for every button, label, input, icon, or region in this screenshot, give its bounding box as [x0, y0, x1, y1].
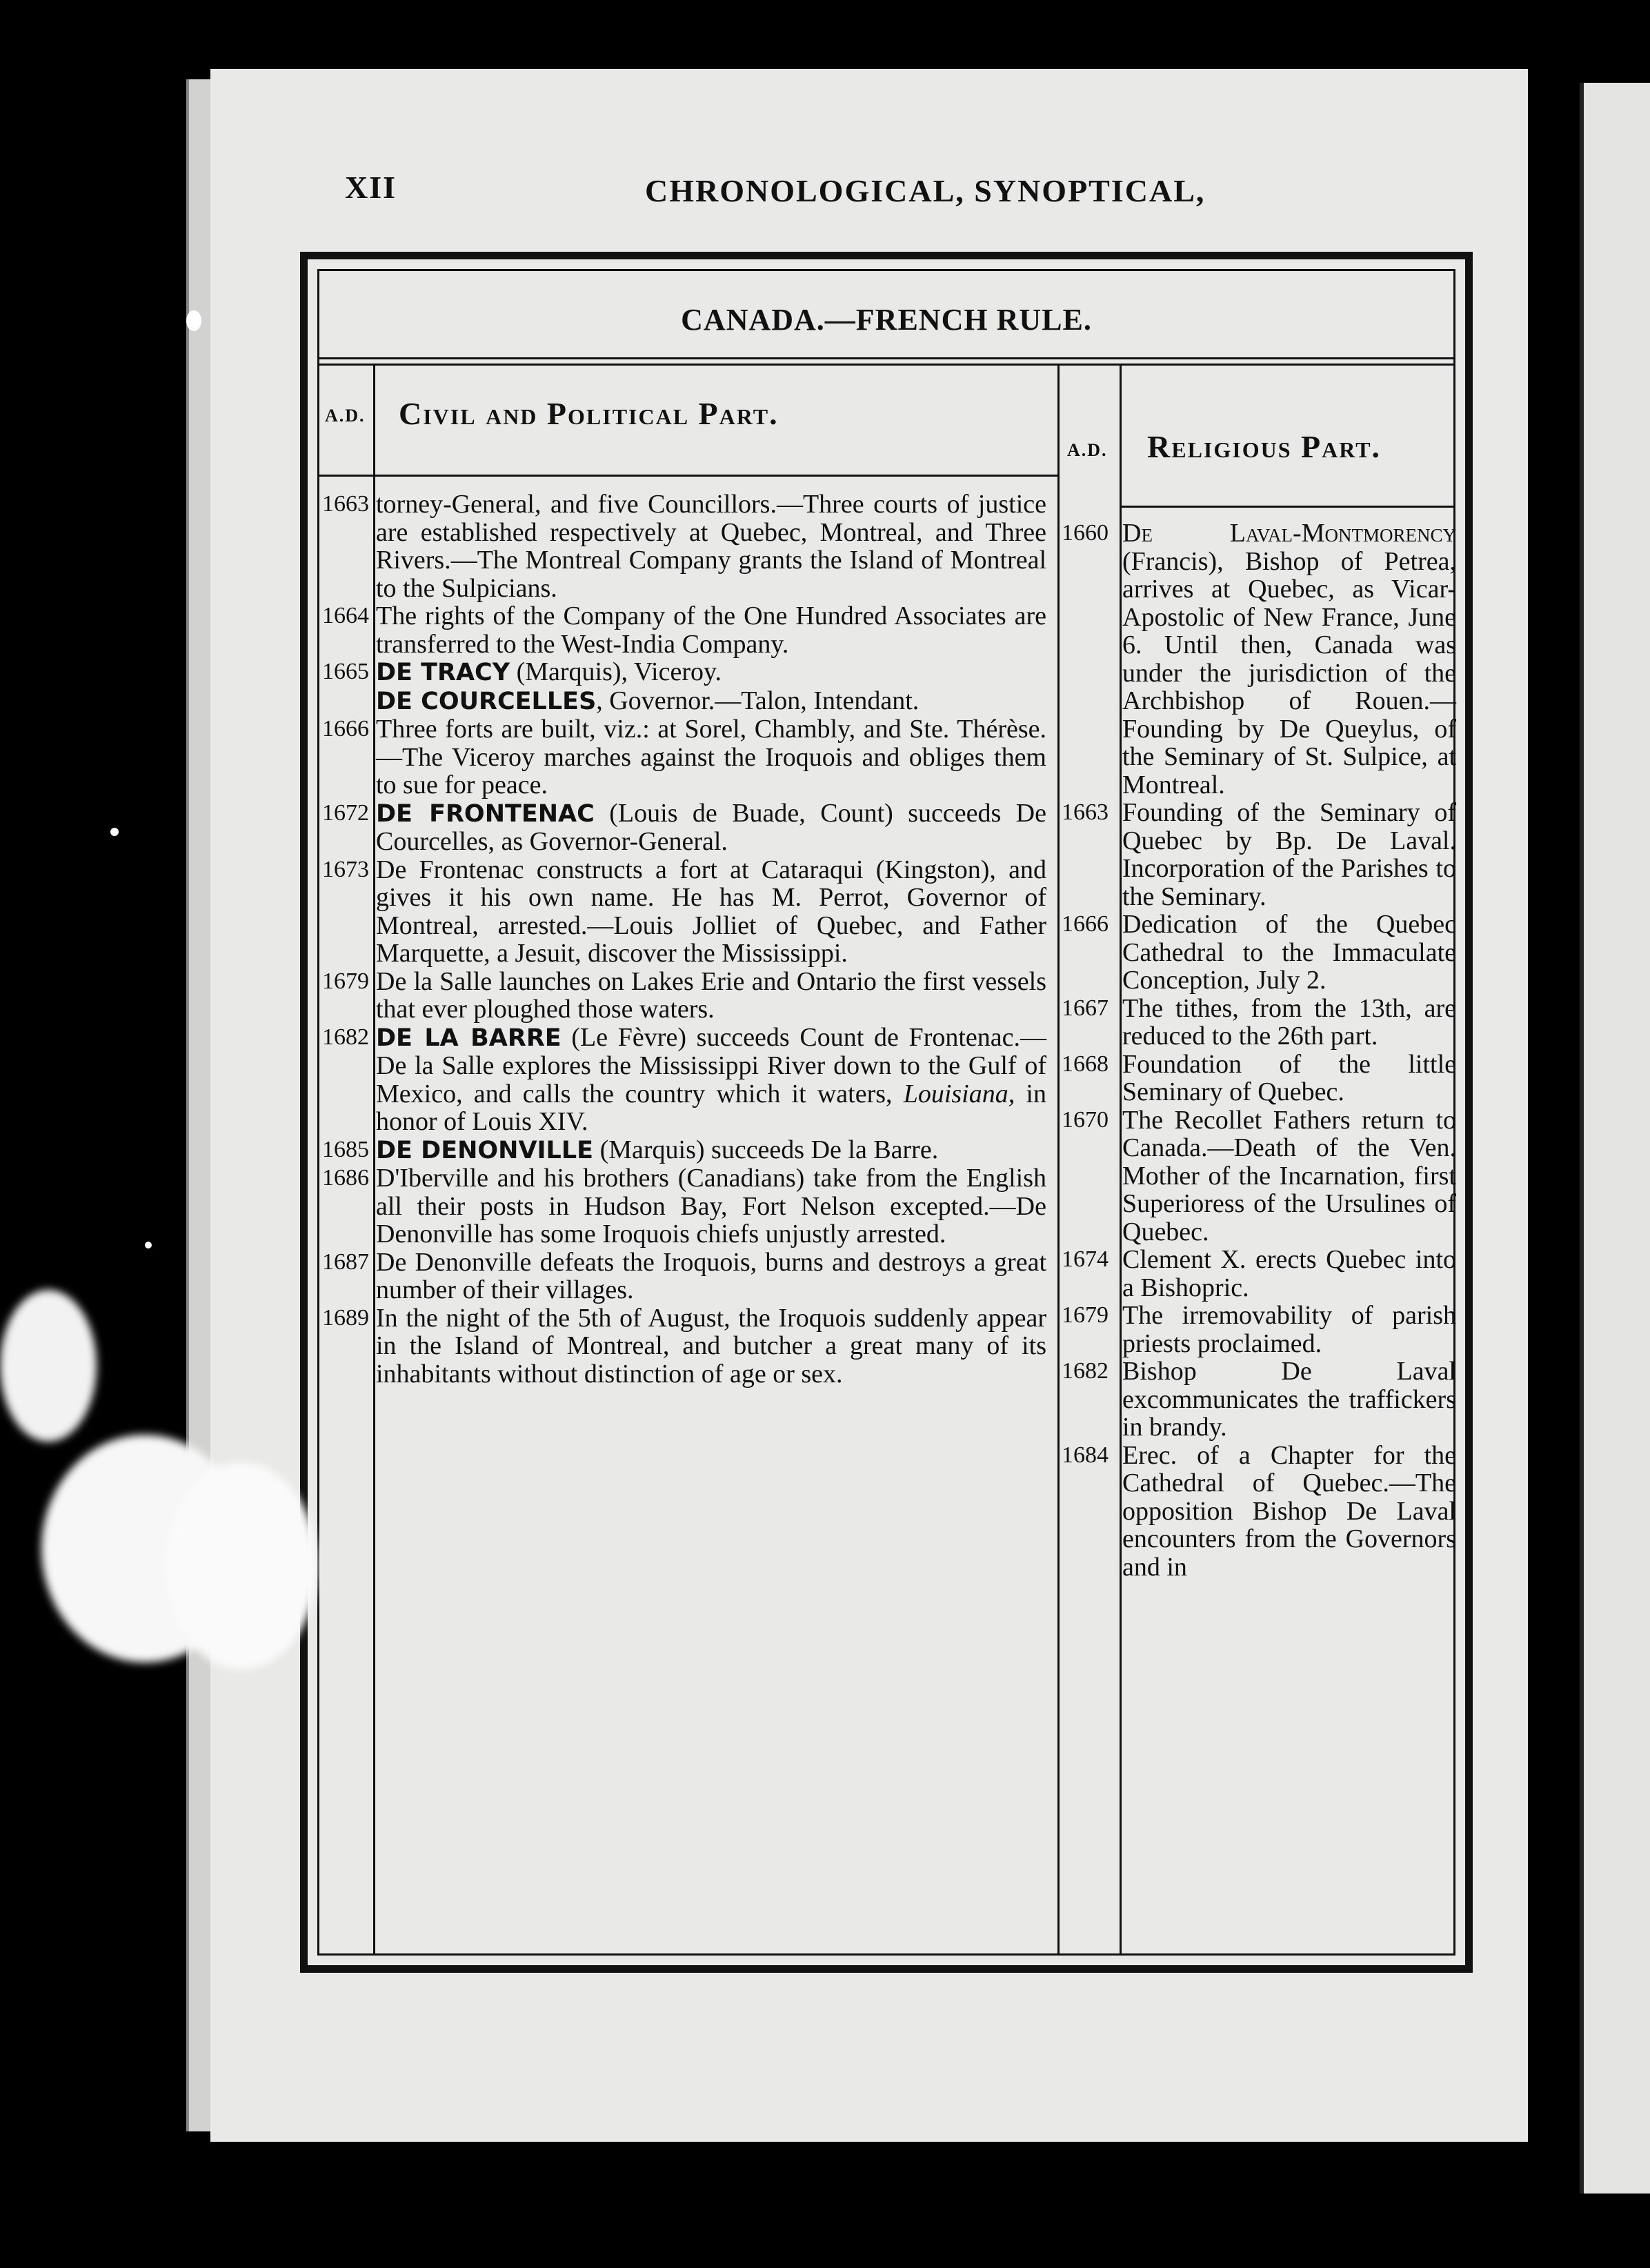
- entry-text-segment: Erec. of a Chapter for the Cathedral of Quebec.—The opposition Bishop De Laval encounters from the Governors and in: [1122, 1440, 1456, 1582]
- civil-entry-text: [376, 658, 1046, 687]
- civil-entry: [322, 602, 1046, 658]
- civil-entry-text: [376, 1164, 1046, 1249]
- entry-text-segment: Louisiana,: [903, 1079, 1015, 1108]
- civil-entry-text: [376, 715, 1046, 799]
- paper-speck: [145, 1242, 152, 1249]
- civil-entry-text: [376, 799, 1046, 856]
- entry-text-segment: torney-General, and five Councillors.—Three courts of justice are established respectively at Quebec, Montreal, and Three Rivers.—The Montreal Company grants the Island of Montreal to the Sulpicians.: [376, 490, 1046, 603]
- civil-ad-label: A.D.: [325, 406, 366, 426]
- religious-entry: [1062, 1106, 1456, 1246]
- civil-entry: [322, 1249, 1046, 1304]
- religious-entry-year: 1660: [1062, 520, 1109, 546]
- civil-entry-year: 1665: [322, 659, 369, 684]
- civil-entry-year: 1666: [322, 716, 369, 742]
- entry-text-segment: (Marquis), Viceroy.: [510, 657, 722, 686]
- entry-text-segment: D'Iberville and his brothers (Canadians) take from the English all their posts in Hudson Bay, Fort Nelson excepted.—De Denonville has some Iroquois chiefs unjustly arrested.: [376, 1164, 1046, 1249]
- religious-header-rule: [1120, 506, 1453, 508]
- religious-entry-year: 1684: [1062, 1442, 1109, 1468]
- civil-entry: [322, 658, 1046, 687]
- entry-text-segment: Foundation of the little Seminary of Quebec.: [1122, 1049, 1456, 1106]
- entry-text-segment: (Francis), Bishop of Petrea, arrives at Quebec, as Vicar-Apostolic of New France, June 6. Until then, Canada was under the jurisdiction of the Archbishop of Rouen.—Founding by De Queylus, of the Seminary of St. Sulpice, at Montreal.: [1122, 546, 1456, 799]
- religious-entry: [1062, 519, 1456, 799]
- religious-entry-year: 1670: [1062, 1106, 1109, 1133]
- religious-entry-year: 1668: [1062, 1051, 1109, 1077]
- banner-rule-double: [319, 364, 1453, 366]
- entry-text-segment: In the night of the 5th of August, the Iroquois suddenly appear in the Island of Montreal, and butcher a great many of its inhabitants without distinction of age or sex.: [376, 1303, 1046, 1389]
- governor-name: DE LA BARRE: [376, 1024, 561, 1052]
- civil-entry-year: 1682: [322, 1024, 369, 1050]
- table-inner-border: [317, 269, 1455, 1956]
- civil-entry-text: [376, 490, 1046, 602]
- civil-entry: [322, 1136, 1046, 1165]
- civil-entry: [322, 968, 1046, 1024]
- civil-entry-text: [376, 968, 1046, 1024]
- paper-speck: [186, 310, 201, 331]
- entry-text-segment: De Frontenac constructs a fort at Cataraqui (Kingston), and gives it his own name. He has M. Perrot, Governor of Montreal, arrested.—Louis Jolliet of Quebec, and Father Marquette, a Jesuit, discover the Mississippi.: [376, 855, 1046, 968]
- religious-entry: [1062, 1051, 1456, 1106]
- religious-entry-text: [1122, 1051, 1456, 1106]
- entry-text-segment: Three forts are built, viz.: at Sorel, Chambly, and Ste. Thérèse.—The Viceroy marches against the Iroquois and obliges them to sue for peace.: [376, 715, 1046, 799]
- religious-ad-label: A.D.: [1067, 440, 1108, 460]
- civil-entry: [322, 1304, 1046, 1389]
- civil-entry-year: 1663: [322, 491, 369, 517]
- governor-name: DE FRONTENAC: [376, 799, 595, 828]
- entry-text-segment: (Le Fèvre) succeeds Count de Frontenac.—De la Salle explores the Mississippi River down to the Gulf of Mexico, and calls the country which it waters,: [376, 1022, 1046, 1108]
- religious-entry-text: [1122, 995, 1456, 1051]
- civil-entry-text: [376, 1136, 1046, 1165]
- civil-entry-year: 1679: [322, 968, 369, 994]
- religious-entry: [1062, 799, 1456, 911]
- civil-entry-text: [376, 687, 1046, 716]
- religious-entry: [1062, 1246, 1456, 1302]
- civil-political-column: [322, 490, 1046, 1388]
- civil-entry: [322, 799, 1046, 856]
- religious-entry: [1062, 1302, 1456, 1357]
- religious-part-title: Religious Part.: [1147, 429, 1382, 464]
- page-number: XII: [345, 170, 397, 205]
- religious-entry-year: 1663: [1062, 799, 1109, 825]
- religious-entry-text: [1122, 1357, 1456, 1442]
- entry-text-segment: in honor of Louis XIV.: [376, 1079, 1046, 1136]
- religious-entry-text: [1122, 799, 1456, 911]
- religious-entry-text: [1122, 1302, 1456, 1357]
- entry-text-segment: , Governor.—Talon, Intendant.: [596, 686, 920, 715]
- banner-rule: [319, 357, 1453, 359]
- religious-entry: [1062, 1442, 1456, 1582]
- religious-entry: [1062, 911, 1456, 995]
- paper-stain: [166, 1462, 317, 1669]
- civil-entry-text: [376, 856, 1046, 968]
- bishop-name: De Laval-Montmorency: [1122, 519, 1456, 548]
- religious-entry-year: 1679: [1062, 1302, 1109, 1328]
- paper-stain: [0, 1290, 97, 1442]
- civil-entry: [322, 715, 1046, 799]
- religious-entry-year: 1667: [1062, 995, 1109, 1021]
- religious-entry: [1062, 995, 1456, 1051]
- civil-entry-text: [376, 1249, 1046, 1304]
- civil-entry: [322, 490, 1046, 602]
- governor-name: DE COURCELLES: [376, 687, 597, 715]
- civil-entry-year: 1672: [322, 799, 369, 826]
- civil-entry: [322, 687, 1046, 716]
- center-divider-left: [1057, 366, 1060, 1953]
- governor-name: DE DENONVILLE: [376, 1136, 594, 1164]
- religious-entry-year: 1682: [1062, 1358, 1109, 1384]
- religious-entry-text: [1122, 911, 1456, 995]
- entry-text-segment: Bishop De Laval excommunicates the traffickers in brandy.: [1122, 1357, 1456, 1442]
- section-banner: CANADA.—FRENCH RULE.: [681, 303, 1092, 337]
- civil-header-rule: [319, 475, 1057, 477]
- civil-entry-year: 1687: [322, 1249, 369, 1275]
- civil-entry-text: [376, 1024, 1046, 1136]
- civil-entry-year: 1686: [322, 1165, 369, 1191]
- entry-text-segment: The rights of the Company of the One Hundred Associates are transferred to the West-India Company.: [376, 601, 1046, 659]
- religious-entry: [1062, 1357, 1456, 1442]
- entry-text-segment: The Recollet Fathers return to Canada.—Death of the Ven. Mother of the Incarnation, first Superioress of the Ursulines of Quebec.: [1122, 1105, 1456, 1246]
- civil-entry: [322, 1164, 1046, 1249]
- entry-text-segment: (Louis de Buade, Count) succeeds De Courcelles, as Governor-General.: [376, 798, 1046, 856]
- civil-entry: [322, 1024, 1046, 1136]
- civil-entry: [322, 856, 1046, 968]
- facing-page-edge: [1580, 83, 1650, 2194]
- entry-text-segment: Founding of the Seminary of Quebec by Bp. De Laval. Incorporation of the Parishes to the Seminary.: [1122, 798, 1456, 911]
- entry-text-segment: The irremovability of parish priests proclaimed.: [1122, 1301, 1456, 1358]
- civil-entry-text: [376, 602, 1046, 658]
- civil-entry-year: 1689: [322, 1304, 369, 1331]
- religious-entry-text: [1122, 519, 1456, 799]
- entry-text-segment: De Denonville defeats the Iroquois, burns and destroys a great number of their villages.: [376, 1247, 1046, 1304]
- table-frame: [300, 252, 1473, 1973]
- religious-entry-text: [1122, 1106, 1456, 1246]
- civil-entry-year: 1664: [322, 603, 369, 628]
- religious-entry-year: 1674: [1062, 1246, 1109, 1272]
- religious-entry-text: [1122, 1246, 1456, 1302]
- governor-name: DE TRACY: [376, 659, 510, 686]
- civil-part-title: Civil and Political Part.: [399, 396, 779, 431]
- entry-text-segment: (Marquis) succeeds De la Barre.: [593, 1135, 939, 1164]
- civil-entry-text: [376, 1304, 1046, 1389]
- civil-entry-year: 1685: [322, 1136, 369, 1162]
- religious-entry-text: [1122, 1442, 1456, 1582]
- running-head: CHRONOLOGICAL, SYNOPTICAL,: [645, 173, 1206, 208]
- religious-column: [1062, 519, 1456, 1581]
- civil-entry-year: 1673: [322, 856, 369, 882]
- entry-text-segment: De la Salle launches on Lakes Erie and Ontario the first vessels that ever ploughed those waters.: [376, 966, 1046, 1024]
- entry-text-segment: Dedication of the Quebec Cathedral to the Immaculate Conception, July 2.: [1122, 910, 1456, 995]
- paper-speck: [110, 828, 119, 836]
- entry-text-segment: The tithes, from the 13th, are reduced to the 26th part.: [1122, 993, 1456, 1051]
- religious-entry-year: 1666: [1062, 911, 1109, 937]
- entry-text-segment: Clement X. erects Quebec into a Bishopric.: [1122, 1245, 1456, 1302]
- page-content: [210, 69, 1528, 2142]
